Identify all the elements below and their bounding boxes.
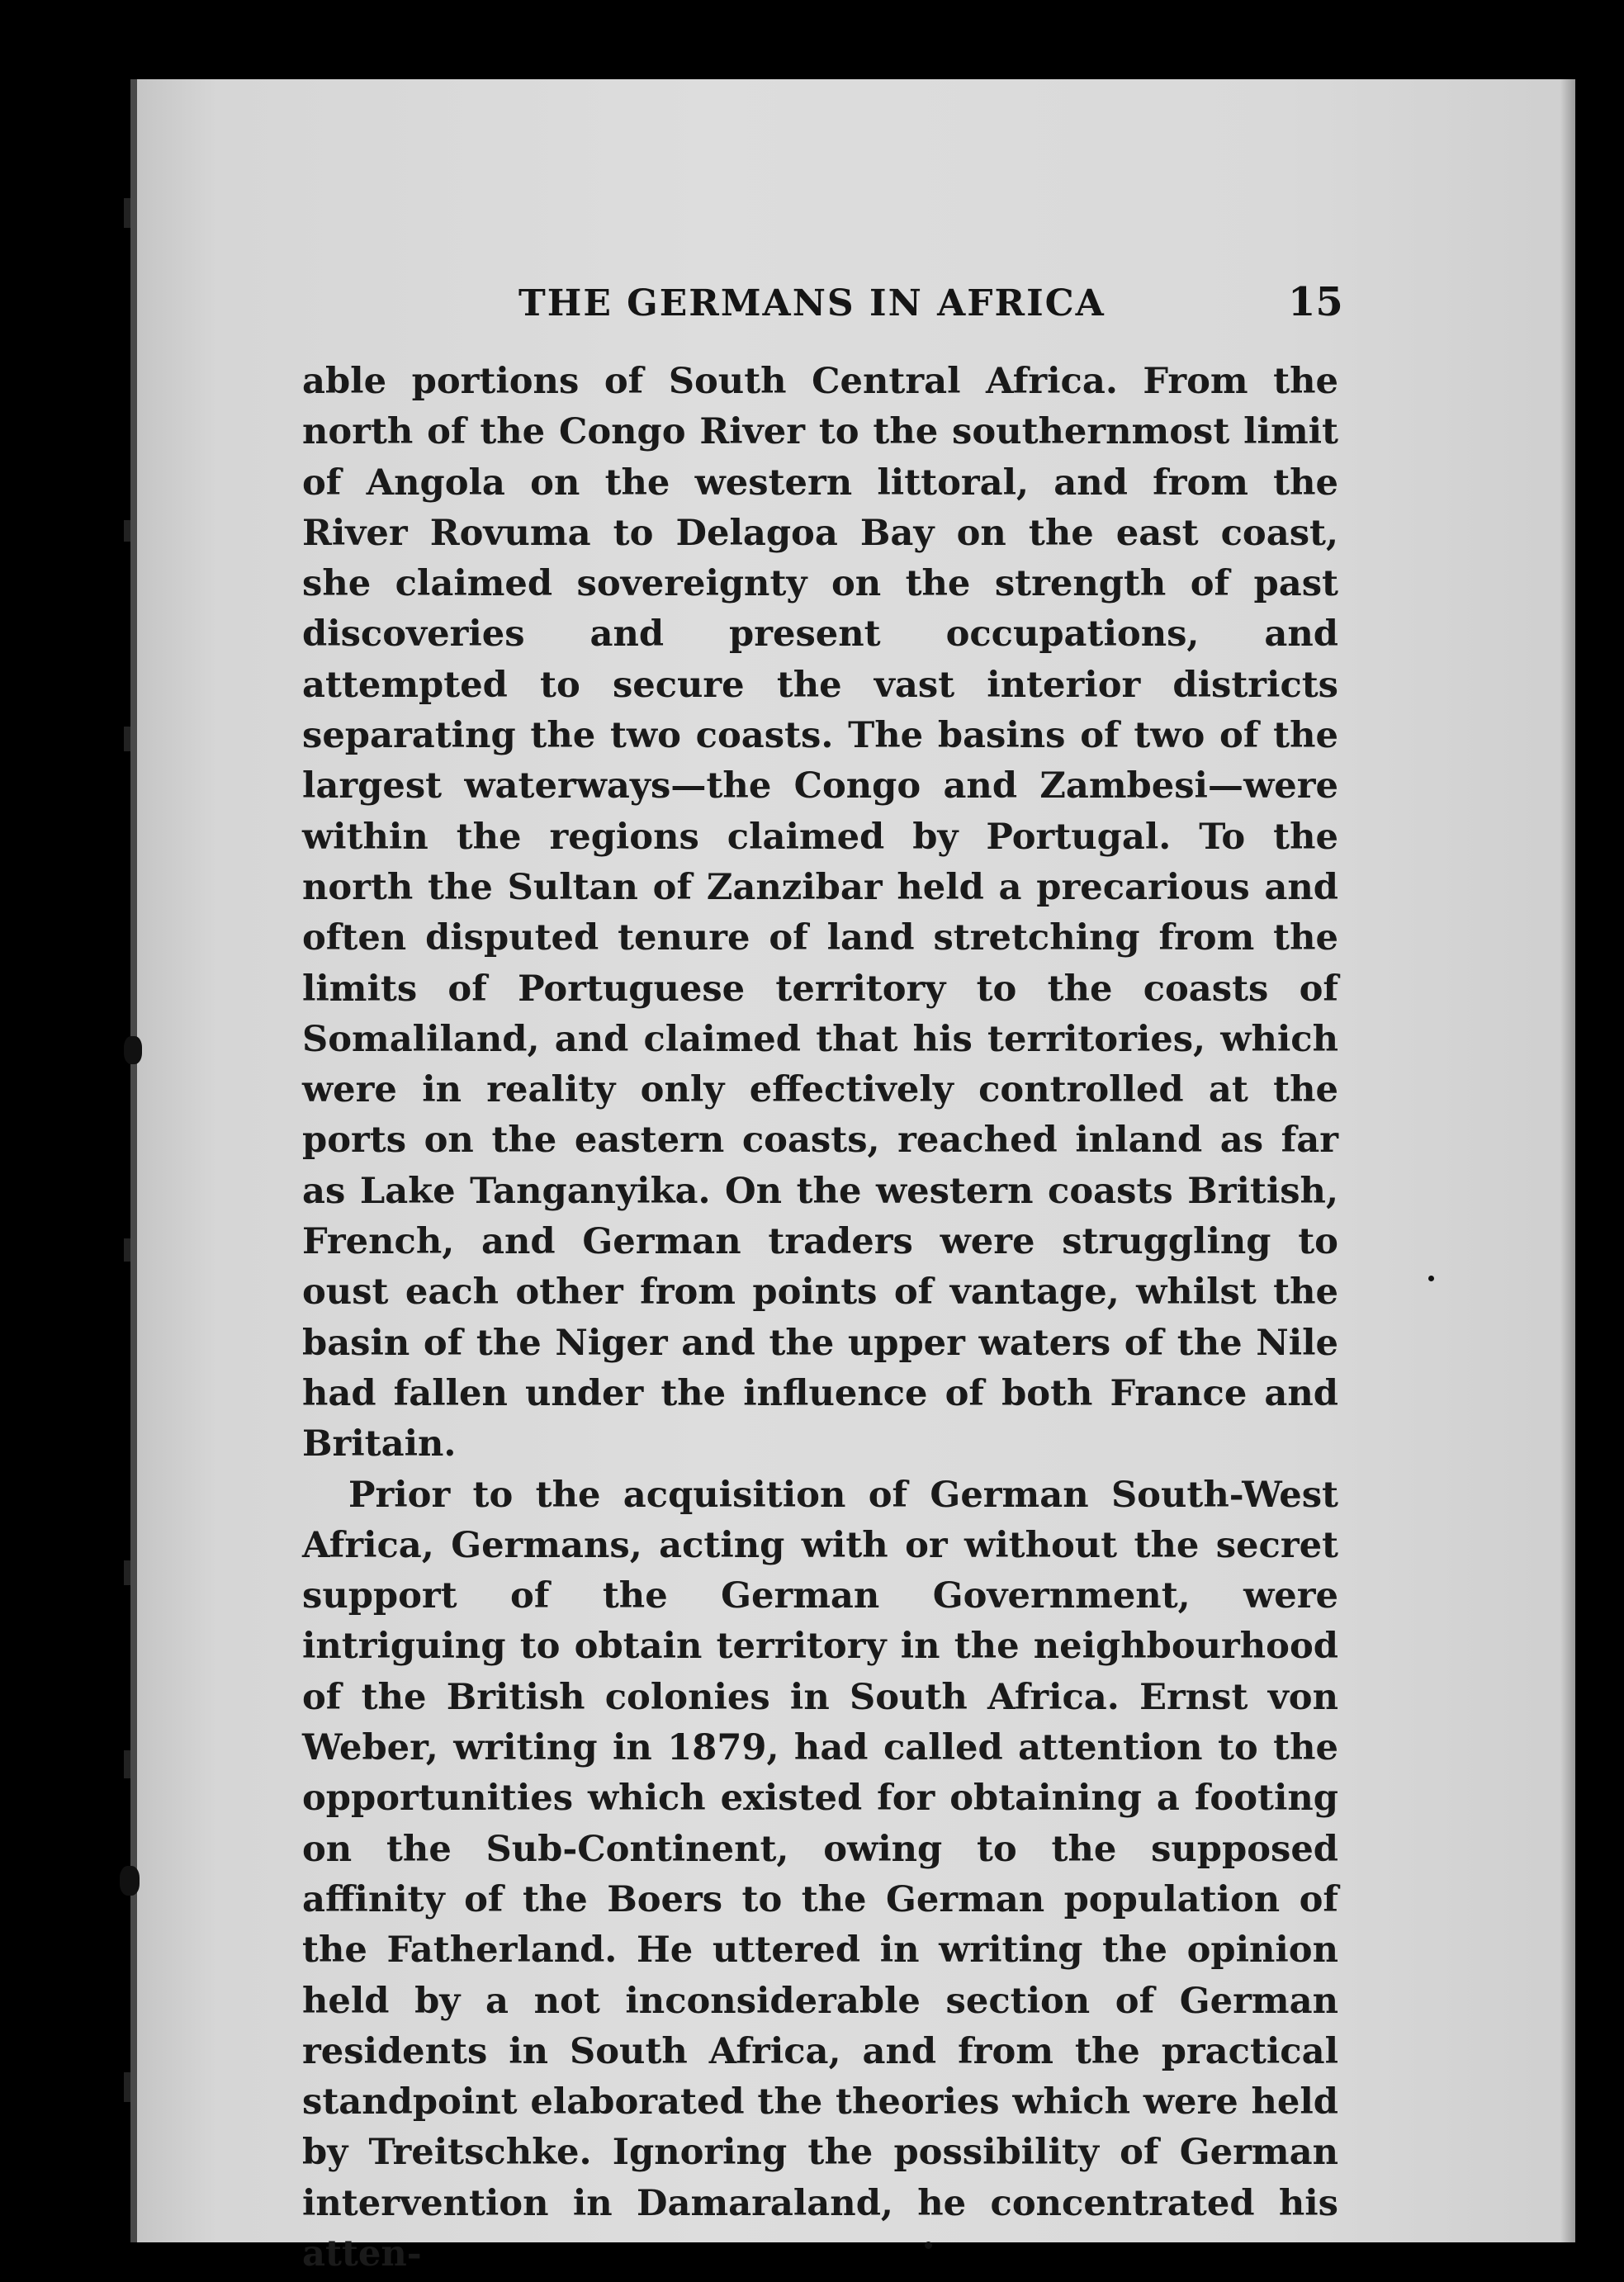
binding-mark: [124, 2072, 130, 2102]
binding-blot: [124, 1036, 142, 1064]
paragraph-1: able portions of South Central Africa. From the north of the Congo River to the southernmost limit of Angola on the western littoral, and from the River Rovuma to Delagoa Bay on the east coast, she claimed sovereignty on the strength of past discoveries and present occupations, and attempted to secure the vast interior districts separating the two coasts. The basins of two of the largest waterways—the Congo and Zambesi—were within the regions claimed by Portugal. To the north the Sultan of Zanzibar held a precarious and often disputed tenure of land stretching from the limits of Portuguese territory to the coasts of Somaliland, and claimed that his territories, which were in reality only effectively controlled at the ports on the eastern coasts, reached inland as far as Lake Tanganyika. On the western coasts British, French, and German traders were struggling to oust each other from points of vantage, whilst the basin of the Niger and the upper waters of the Nile had fallen under the influence of both France and Britain.: [302, 360, 1338, 1465]
binding-blot: [120, 1866, 140, 1896]
book-page: [130, 79, 1575, 2275]
page-header: [130, 279, 1575, 332]
binding-mark: [124, 1560, 130, 1585]
page-left-edge: [130, 79, 137, 2242]
body-text: [302, 356, 1338, 2279]
binding-mark: [124, 520, 130, 542]
binding-mark: [124, 198, 130, 228]
binding-mark: [124, 1750, 130, 1778]
paragraph-2: Prior to the acquisition of German South-West Africa, Germans, acting with or without the secret support of the German Government, were intriguing to obtain territory in the neighbourhood of the British colonies in South Africa. Ernst von Weber, writing in 1879, had called attention to the opportunities which existed for obtaining a footing on the Sub-Continent, owing to the supposed affinity of the Boers to the German population of the Fatherland. He uttered in writing the opinion held by a not inconsiderable section of German residents in South Africa, and from the practical standpoint elaborated the theories which were held by Treitschke. Ignoring the possibility of German intervention in Damaraland, he concentrated his atten-: [302, 1473, 1338, 2275]
speck: [925, 2242, 932, 2249]
binding-mark: [124, 727, 130, 751]
speck: [1428, 1276, 1434, 1281]
page-right-edge: [1560, 79, 1575, 2242]
running-title: THE GERMANS IN AFRICA: [518, 282, 1106, 324]
page-number: 15: [1288, 279, 1343, 325]
binding-mark: [124, 1238, 130, 1262]
